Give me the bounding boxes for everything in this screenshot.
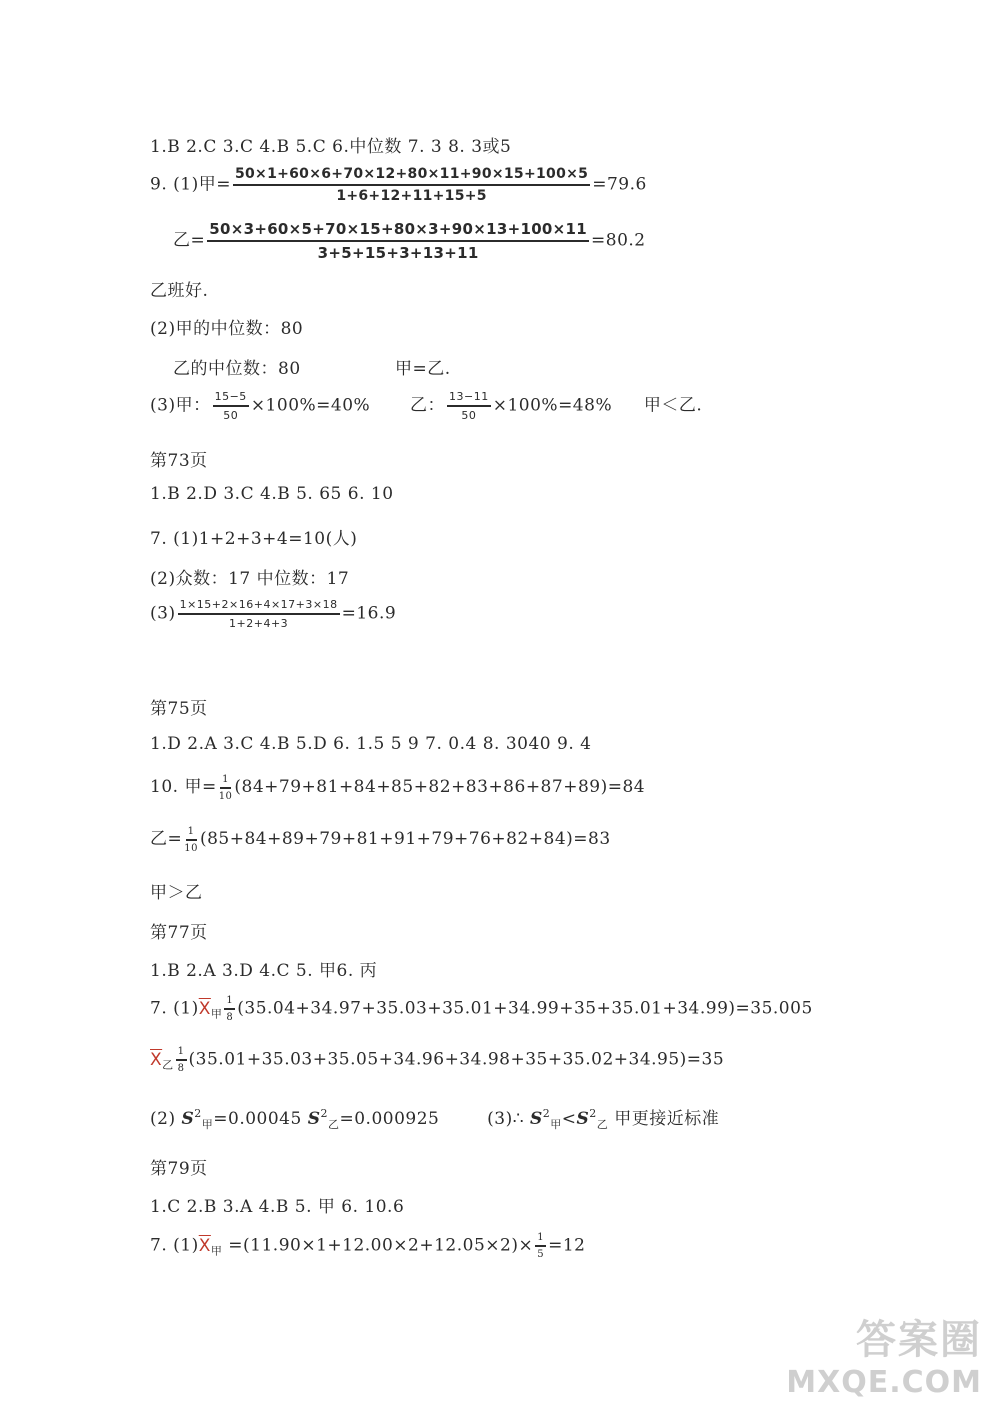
p75-l2-prefix: 10. 甲= [150, 777, 217, 797]
jia-equals-yi: 甲=乙. [395, 359, 451, 379]
p77-l2-body: (35.04+34.97+35.03+35.01+34.99+35+35.01+34.99)=35.005 [237, 998, 813, 1019]
x-bar-symbol: $\overline{X}$ [150, 1049, 163, 1070]
p79-l2-body: =(11.90×1+12.00×2+12.05×2)× [222, 1235, 534, 1256]
square-sup: 2 [589, 1107, 597, 1120]
q9-jia-result: =79.6 [592, 174, 647, 195]
q9-jia-denominator: 1+6+12+11+15+5 [336, 188, 487, 204]
q9-3-compare: 甲＜乙. [643, 395, 703, 416]
yi-median: 乙的中位数：80 [173, 359, 301, 379]
p75-l3-fraction [184, 826, 198, 854]
p75-l2-den: 10 [218, 790, 233, 802]
q9-yi-formula [173, 220, 646, 262]
q9-3-rate-1: ×100%=40% [250, 395, 371, 416]
q9-prefix: 9. (1)甲= [150, 174, 231, 195]
x-bar-symbol: $\overline{X}$ [198, 1235, 211, 1256]
p79-l2-result: =12 [548, 1235, 586, 1256]
page-77-line-2 [150, 995, 813, 1023]
page-77-line-1: 1.B 2.A 3.D 4.C 5. 甲6. 丙 [150, 961, 378, 981]
p75-l3-den: 10 [184, 842, 198, 854]
page-79-heading: 第79页 [150, 1159, 208, 1179]
p73-l4-prefix: (3) [150, 603, 176, 624]
sub-jia: 甲 [550, 1118, 562, 1131]
q9-3-rate-2: ×100%=48% [492, 395, 613, 416]
q9-3-num-1: 15−5 [213, 390, 249, 407]
p79-l2-prefix: 7. (1) [150, 1235, 199, 1256]
sub-yi: 乙 [162, 1058, 174, 1072]
variance-jia-value: =0.00045 [213, 1109, 308, 1129]
page-73-line-4 [150, 598, 396, 630]
page-73-line-1: 1.B 2.D 3.C 4.B 5. 65 6. 10 [150, 484, 394, 504]
p77-l3-den: 8 [177, 1063, 185, 1074]
q9-3-den-2: 50 [461, 409, 477, 422]
p79-l2-fraction [535, 1232, 546, 1260]
square-sup: 2 [542, 1107, 551, 1120]
variance-yi-value: =0.000925 [339, 1109, 440, 1129]
p75-l2-body: (84+79+81+84+85+82+83+86+87+89)=84 [234, 777, 646, 797]
q9-3-yi: 乙： [410, 395, 445, 416]
p73-l4-fraction [178, 598, 340, 630]
p79-l2-num: 1 [535, 1232, 546, 1247]
p77-l3-num: 1 [176, 1046, 187, 1061]
watermark-logo-text: 答案圈 [856, 1317, 982, 1363]
p77-l3-fraction [176, 1046, 187, 1074]
p77-l3-body: (35.01+35.03+35.05+34.96+34.98+35+35.02+34.95)=35 [188, 1049, 725, 1070]
p75-l2-fraction [219, 774, 233, 802]
less-than: < [561, 1109, 577, 1129]
p79-l2-den: 5 [537, 1249, 545, 1260]
sub-jia: 甲 [201, 1118, 214, 1131]
q9-jia-formula [150, 166, 647, 204]
p77-l4-conclusion: 甲更接近标准 [608, 1109, 720, 1129]
page-73-line-2: 7. (1)1+2+3+4=10(人) [150, 529, 358, 549]
p75-l3-body: (85+84+89+79+81+91+79+76+82+84)=83 [199, 829, 611, 849]
page-75-line-1: 1.D 2.A 3.C 4.B 5.D 6. 1.5 5 9 7. 0.4 8. 3040 9. 4 [150, 734, 592, 754]
square-sup: 2 [320, 1107, 328, 1120]
watermark [786, 1308, 982, 1400]
page-73-heading: 第73页 [150, 451, 208, 471]
sub-yi: 乙 [596, 1118, 609, 1131]
p75-l3-num: 1 [186, 826, 197, 841]
p75-l3-prefix: 乙= [150, 829, 183, 849]
q9-3-den-1: 50 [223, 409, 239, 422]
variance-s-jia: S [181, 1109, 195, 1129]
p77-l4-b: (3)∴ [487, 1109, 530, 1129]
q9-yi-fraction [207, 220, 589, 262]
yi-class-better: 乙班好. [150, 281, 209, 301]
variance-s-yi: S [307, 1109, 321, 1129]
q9-3-fraction-2 [447, 390, 491, 422]
q9-yi-denominator: 3+5+15+3+13+11 [317, 244, 479, 262]
q9-jia-fraction [233, 166, 590, 204]
x-bar-symbol: $\overline{X}$ [198, 998, 211, 1019]
page-77-line-3 [150, 1046, 724, 1074]
jia-median: (2)甲的中位数：80 [150, 319, 304, 339]
page-79-line-2 [150, 1232, 585, 1260]
page-75-heading: 第75页 [150, 699, 208, 719]
q9-yi-numerator: 50×3+60×5+70×15+80×3+90×13+100×11 [207, 220, 589, 242]
page-75-line-3 [150, 824, 611, 854]
q9-part3 [150, 390, 702, 422]
p77-l2-prefix: 7. (1) [150, 998, 199, 1019]
p73-l4-num: 1×15+2×16+4×17+3×18 [178, 598, 340, 615]
page-77-line-4 [150, 1104, 719, 1132]
q9-yi-result: =80.2 [591, 230, 646, 251]
square-sup: 2 [194, 1107, 202, 1120]
p73-l4-den: 1+2+4+3 [229, 617, 289, 630]
sub-yi: 乙 [328, 1118, 340, 1131]
q9-3-fraction-1 [213, 390, 249, 422]
page-77-heading: 第77页 [150, 923, 208, 943]
q9-yi-prefix: 乙= [173, 230, 206, 251]
variance-s-jia-2: S [529, 1109, 543, 1129]
variance-s-yi-2: S [576, 1109, 590, 1129]
q9-3-num-2: 13−11 [447, 390, 491, 407]
p73-l4-result: =16.9 [341, 603, 397, 624]
p77-l2-den: 8 [226, 1012, 234, 1023]
sub-jia: 甲 [210, 1007, 223, 1021]
q9-jia-numerator: 50×1+60×6+70×12+80×11+90×15+100×5 [233, 166, 590, 186]
answers-line-1: 1.B 2.C 3.C 4.B 5.C 6.中位数 7. 3 8. 3或5 [150, 137, 512, 157]
page-73-line-3: (2)众数：17 中位数：17 [150, 569, 350, 589]
p77-l2-fraction [224, 995, 235, 1023]
page-79-line-1: 1.C 2.B 3.A 4.B 5. 甲 6. 10.6 [150, 1197, 405, 1217]
watermark-url: MXQE.COM [786, 1365, 982, 1400]
page-75-line-2 [150, 772, 645, 802]
p75-l2-num: 1 [220, 774, 231, 789]
page-75-line-4: 甲＞乙 [150, 883, 203, 903]
q9-3-prefix: (3)甲： [150, 395, 211, 416]
sub-jia: 甲 [210, 1244, 223, 1258]
p77-l2-num: 1 [224, 995, 235, 1010]
p77-l4-a: (2) [150, 1109, 182, 1129]
